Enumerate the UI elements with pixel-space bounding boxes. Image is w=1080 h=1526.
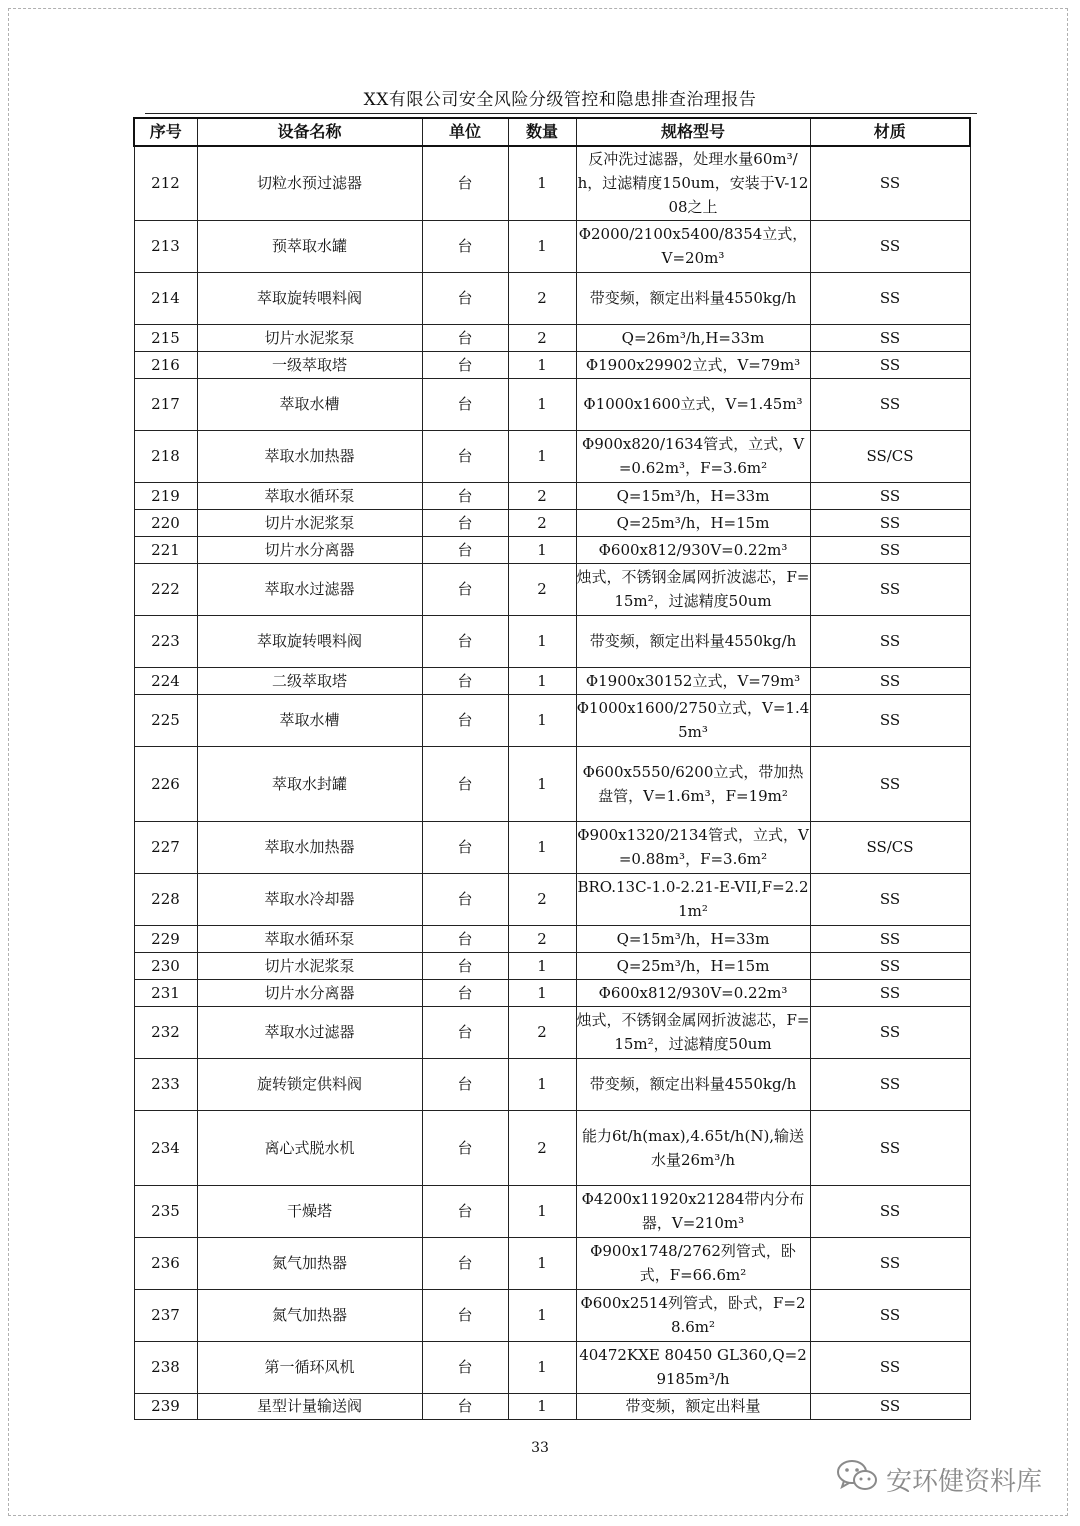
- material: SS: [810, 746, 970, 821]
- table-row: [134, 1110, 970, 1185]
- unit: 台: [422, 1185, 508, 1237]
- equipment-name: 预萃取水罐: [197, 220, 422, 272]
- table-row: [134, 873, 970, 925]
- equipment-name: 萃取水封罐: [197, 746, 422, 821]
- table-row: [134, 272, 970, 324]
- unit: 台: [422, 509, 508, 536]
- material: SS: [810, 1237, 970, 1289]
- unit: 台: [422, 220, 508, 272]
- quantity: 1: [508, 1058, 576, 1110]
- table-header-row: [134, 118, 970, 146]
- quantity: 1: [508, 615, 576, 667]
- table-row: [134, 1185, 970, 1237]
- row-no: 238: [134, 1341, 197, 1393]
- table-row: [134, 1341, 970, 1393]
- quantity: 1: [508, 979, 576, 1006]
- equipment-name: 切片水泥浆泵: [197, 952, 422, 979]
- unit: 台: [422, 873, 508, 925]
- row-no: 215: [134, 324, 197, 351]
- spec-model: Φ600x812/930V=0.22m³: [576, 979, 810, 1006]
- table-row: [134, 1393, 970, 1419]
- spec-model: Φ900x1748/2762列管式，卧式，F=66.6m²: [576, 1237, 810, 1289]
- equipment-name: 切片水泥浆泵: [197, 324, 422, 351]
- row-no: 230: [134, 952, 197, 979]
- material: SS: [810, 979, 970, 1006]
- unit: 台: [422, 351, 508, 378]
- unit: 台: [422, 324, 508, 351]
- material: SS: [810, 482, 970, 509]
- table-row: [134, 563, 970, 615]
- row-no: 231: [134, 979, 197, 1006]
- spec-model: Q=15m³/h，H=33m: [576, 925, 810, 952]
- unit: 台: [422, 667, 508, 694]
- watermark-text: 安环健资料库: [886, 1467, 1043, 1497]
- table-row: [134, 1058, 970, 1110]
- unit: 台: [422, 694, 508, 746]
- unit: 台: [422, 1110, 508, 1185]
- material: SS: [810, 536, 970, 563]
- row-no: 223: [134, 615, 197, 667]
- spec-model: Φ2000/2100x5400/8354立式，V=20m³: [576, 220, 810, 272]
- table-row: [134, 146, 970, 220]
- unit: 台: [422, 482, 508, 509]
- unit: 台: [422, 1058, 508, 1110]
- unit: 台: [422, 979, 508, 1006]
- page-title: XX有限公司安全风险分级管控和隐患排查治理报告: [363, 90, 757, 110]
- material: SS: [810, 952, 970, 979]
- unit: 台: [422, 563, 508, 615]
- quantity: 2: [508, 1006, 576, 1058]
- material: SS: [810, 563, 970, 615]
- spec-model: 带变频，额定出料量4550kg/h: [576, 272, 810, 324]
- spec-model: BRO.13C-1.0-2.21-E-VII,F=2.21m²: [576, 873, 810, 925]
- col-header-spec: 规格型号: [576, 118, 810, 146]
- quantity: 2: [508, 482, 576, 509]
- row-no: 234: [134, 1110, 197, 1185]
- equipment-name: 氮气加热器: [197, 1289, 422, 1341]
- table-row: [134, 821, 970, 873]
- col-header-name: 设备名称: [197, 118, 422, 146]
- table-row: [134, 925, 970, 952]
- equipment-name: 萃取旋转喂料阀: [197, 615, 422, 667]
- quantity: 1: [508, 952, 576, 979]
- spec-model: Φ1900x30152立式，V=79m³: [576, 667, 810, 694]
- quantity: 1: [508, 667, 576, 694]
- unit: 台: [422, 146, 508, 220]
- spec-model: 反冲洗过滤器，处理水量60m³/h，过滤精度150um，安装于V-1208之上: [576, 146, 810, 220]
- row-no: 213: [134, 220, 197, 272]
- equipment-name: 旋转锁定供料阀: [197, 1058, 422, 1110]
- spec-model: Φ900x820/1634管式，立式，V=0.62m³，F=3.6m²: [576, 430, 810, 482]
- equipment-name: 氮气加热器: [197, 1237, 422, 1289]
- equipment-name: 离心式脱水机: [197, 1110, 422, 1185]
- unit: 台: [422, 952, 508, 979]
- unit: 台: [422, 821, 508, 873]
- quantity: 1: [508, 220, 576, 272]
- spec-model: Φ600x812/930V=0.22m³: [576, 536, 810, 563]
- spec-model: 带变频，额定出料量4550kg/h: [576, 1058, 810, 1110]
- table-row: [134, 694, 970, 746]
- unit: 台: [422, 925, 508, 952]
- spec-model: Φ1900x29902立式，V=79m³: [576, 351, 810, 378]
- material: SS: [810, 509, 970, 536]
- unit: 台: [422, 1237, 508, 1289]
- equipment-name: 切粒水预过滤器: [197, 146, 422, 220]
- spec-model: 烛式，不锈钢金属网折波滤芯，F=15m²，过滤精度50um: [576, 1006, 810, 1058]
- title-underline: [145, 113, 977, 114]
- spec-model: Q=26m³/h,H=33m: [576, 324, 810, 351]
- row-no: 233: [134, 1058, 197, 1110]
- unit: 台: [422, 430, 508, 482]
- equipment-name: 萃取水加热器: [197, 821, 422, 873]
- quantity: 1: [508, 746, 576, 821]
- quantity: 1: [508, 1393, 576, 1419]
- col-header-no: 序号: [134, 118, 197, 146]
- row-no: 228: [134, 873, 197, 925]
- unit: 台: [422, 1341, 508, 1393]
- equipment-name: 星型计量输送阀: [197, 1393, 422, 1419]
- spec-model: Φ600x5550/6200立式，带加热盘管，V=1.6m³，F=19m²: [576, 746, 810, 821]
- col-header-qty: 数量: [508, 118, 576, 146]
- table-row: [134, 979, 970, 1006]
- row-no: 229: [134, 925, 197, 952]
- wechat-icon: [836, 1458, 878, 1501]
- spec-model: 带变频，额定出料量: [576, 1393, 810, 1419]
- material: SS: [810, 925, 970, 952]
- equipment-name: 切片水分离器: [197, 536, 422, 563]
- table-body: [134, 146, 970, 1419]
- table-row: [134, 324, 970, 351]
- equipment-name: 萃取水槽: [197, 694, 422, 746]
- quantity: 1: [508, 378, 576, 430]
- equipment-name: 切片水分离器: [197, 979, 422, 1006]
- material: SS: [810, 1289, 970, 1341]
- row-no: 216: [134, 351, 197, 378]
- material: SS: [810, 272, 970, 324]
- equipment-name: 萃取水加热器: [197, 430, 422, 482]
- table-row: [134, 378, 970, 430]
- equipment-name: 萃取水冷却器: [197, 873, 422, 925]
- row-no: 218: [134, 430, 197, 482]
- spec-model: Φ1000x1600立式，V=1.45m³: [576, 378, 810, 430]
- material: SS/CS: [810, 430, 970, 482]
- material: SS: [810, 378, 970, 430]
- equipment-name: 萃取水过滤器: [197, 1006, 422, 1058]
- row-no: 221: [134, 536, 197, 563]
- quantity: 1: [508, 694, 576, 746]
- equipment-name: 切片水泥浆泵: [197, 509, 422, 536]
- quantity: 2: [508, 509, 576, 536]
- row-no: 226: [134, 746, 197, 821]
- quantity: 2: [508, 873, 576, 925]
- spec-model: Q=15m³/h，H=33m: [576, 482, 810, 509]
- row-no: 236: [134, 1237, 197, 1289]
- table-row: [134, 952, 970, 979]
- unit: 台: [422, 378, 508, 430]
- equipment-name: 萃取水循环泵: [197, 925, 422, 952]
- unit: 台: [422, 1006, 508, 1058]
- col-header-unit: 单位: [422, 118, 508, 146]
- row-no: 217: [134, 378, 197, 430]
- material: SS: [810, 220, 970, 272]
- spec-model: Φ1000x1600/2750立式，V=1.45m³: [576, 694, 810, 746]
- equipment-name: 萃取旋转喂料阀: [197, 272, 422, 324]
- table-row: [134, 615, 970, 667]
- table-row: [134, 482, 970, 509]
- equipment-table: [133, 117, 971, 1420]
- watermark: [836, 1458, 1042, 1501]
- row-no: 219: [134, 482, 197, 509]
- row-no: 214: [134, 272, 197, 324]
- material: SS: [810, 1341, 970, 1393]
- unit: 台: [422, 746, 508, 821]
- quantity: 1: [508, 1341, 576, 1393]
- page-number: 33: [531, 1440, 549, 1456]
- quantity: 1: [508, 536, 576, 563]
- table-row: [134, 667, 970, 694]
- unit: 台: [422, 615, 508, 667]
- material: SS: [810, 324, 970, 351]
- unit: 台: [422, 1393, 508, 1419]
- spec-model: Φ4200x11920x21284带内分布器，V=210m³: [576, 1185, 810, 1237]
- table-row: [134, 1006, 970, 1058]
- material: SS: [810, 873, 970, 925]
- unit: 台: [422, 272, 508, 324]
- table-row: [134, 746, 970, 821]
- equipment-name: 萃取水槽: [197, 378, 422, 430]
- row-no: 232: [134, 1006, 197, 1058]
- quantity: 2: [508, 1110, 576, 1185]
- equipment-name: 萃取水过滤器: [197, 563, 422, 615]
- material: SS: [810, 351, 970, 378]
- row-no: 227: [134, 821, 197, 873]
- unit: 台: [422, 1289, 508, 1341]
- quantity: 1: [508, 1237, 576, 1289]
- table-row: [134, 1237, 970, 1289]
- row-no: 220: [134, 509, 197, 536]
- row-no: 225: [134, 694, 197, 746]
- table-row: [134, 536, 970, 563]
- material: SS: [810, 1058, 970, 1110]
- spec-model: 40472KXE 80450 GL360,Q=29185m³/h: [576, 1341, 810, 1393]
- quantity: 2: [508, 324, 576, 351]
- col-header-material: 材质: [810, 118, 970, 146]
- material: SS: [810, 1185, 970, 1237]
- quantity: 1: [508, 1289, 576, 1341]
- row-no: 224: [134, 667, 197, 694]
- quantity: 1: [508, 1185, 576, 1237]
- table-row: [134, 351, 970, 378]
- unit: 台: [422, 536, 508, 563]
- row-no: 239: [134, 1393, 197, 1419]
- material: SS: [810, 146, 970, 220]
- row-no: 212: [134, 146, 197, 220]
- material: SS: [810, 667, 970, 694]
- equipment-name: 第一循环风机: [197, 1341, 422, 1393]
- material: SS: [810, 694, 970, 746]
- spec-model: 能力6t/h(max),4.65t/h(N),输送水量26m³/h: [576, 1110, 810, 1185]
- spec-model: Φ600x2514列管式，卧式，F=28.6m²: [576, 1289, 810, 1341]
- material: SS: [810, 1393, 970, 1419]
- equipment-name: 二级萃取塔: [197, 667, 422, 694]
- row-no: 222: [134, 563, 197, 615]
- table-row: [134, 220, 970, 272]
- quantity: 2: [508, 272, 576, 324]
- material: SS: [810, 1110, 970, 1185]
- equipment-name: 萃取水循环泵: [197, 482, 422, 509]
- spec-model: Q=25m³/h，H=15m: [576, 509, 810, 536]
- spec-model: Q=25m³/h，H=15m: [576, 952, 810, 979]
- quantity: 2: [508, 563, 576, 615]
- quantity: 2: [508, 925, 576, 952]
- quantity: 1: [508, 430, 576, 482]
- quantity: 1: [508, 821, 576, 873]
- quantity: 1: [508, 351, 576, 378]
- row-no: 235: [134, 1185, 197, 1237]
- spec-model: 烛式，不锈钢金属网折波滤芯，F=15m²，过滤精度50um: [576, 563, 810, 615]
- equipment-name: 一级萃取塔: [197, 351, 422, 378]
- spec-model: Φ900x1320/2134管式，立式，V=0.88m³，F=3.6m²: [576, 821, 810, 873]
- material: SS: [810, 615, 970, 667]
- table-row: [134, 509, 970, 536]
- table-row: [134, 430, 970, 482]
- quantity: 1: [508, 146, 576, 220]
- equipment-name: 干燥塔: [197, 1185, 422, 1237]
- spec-model: 带变频，额定出料量4550kg/h: [576, 615, 810, 667]
- table-row: [134, 1289, 970, 1341]
- row-no: 237: [134, 1289, 197, 1341]
- material: SS/CS: [810, 821, 970, 873]
- material: SS: [810, 1006, 970, 1058]
